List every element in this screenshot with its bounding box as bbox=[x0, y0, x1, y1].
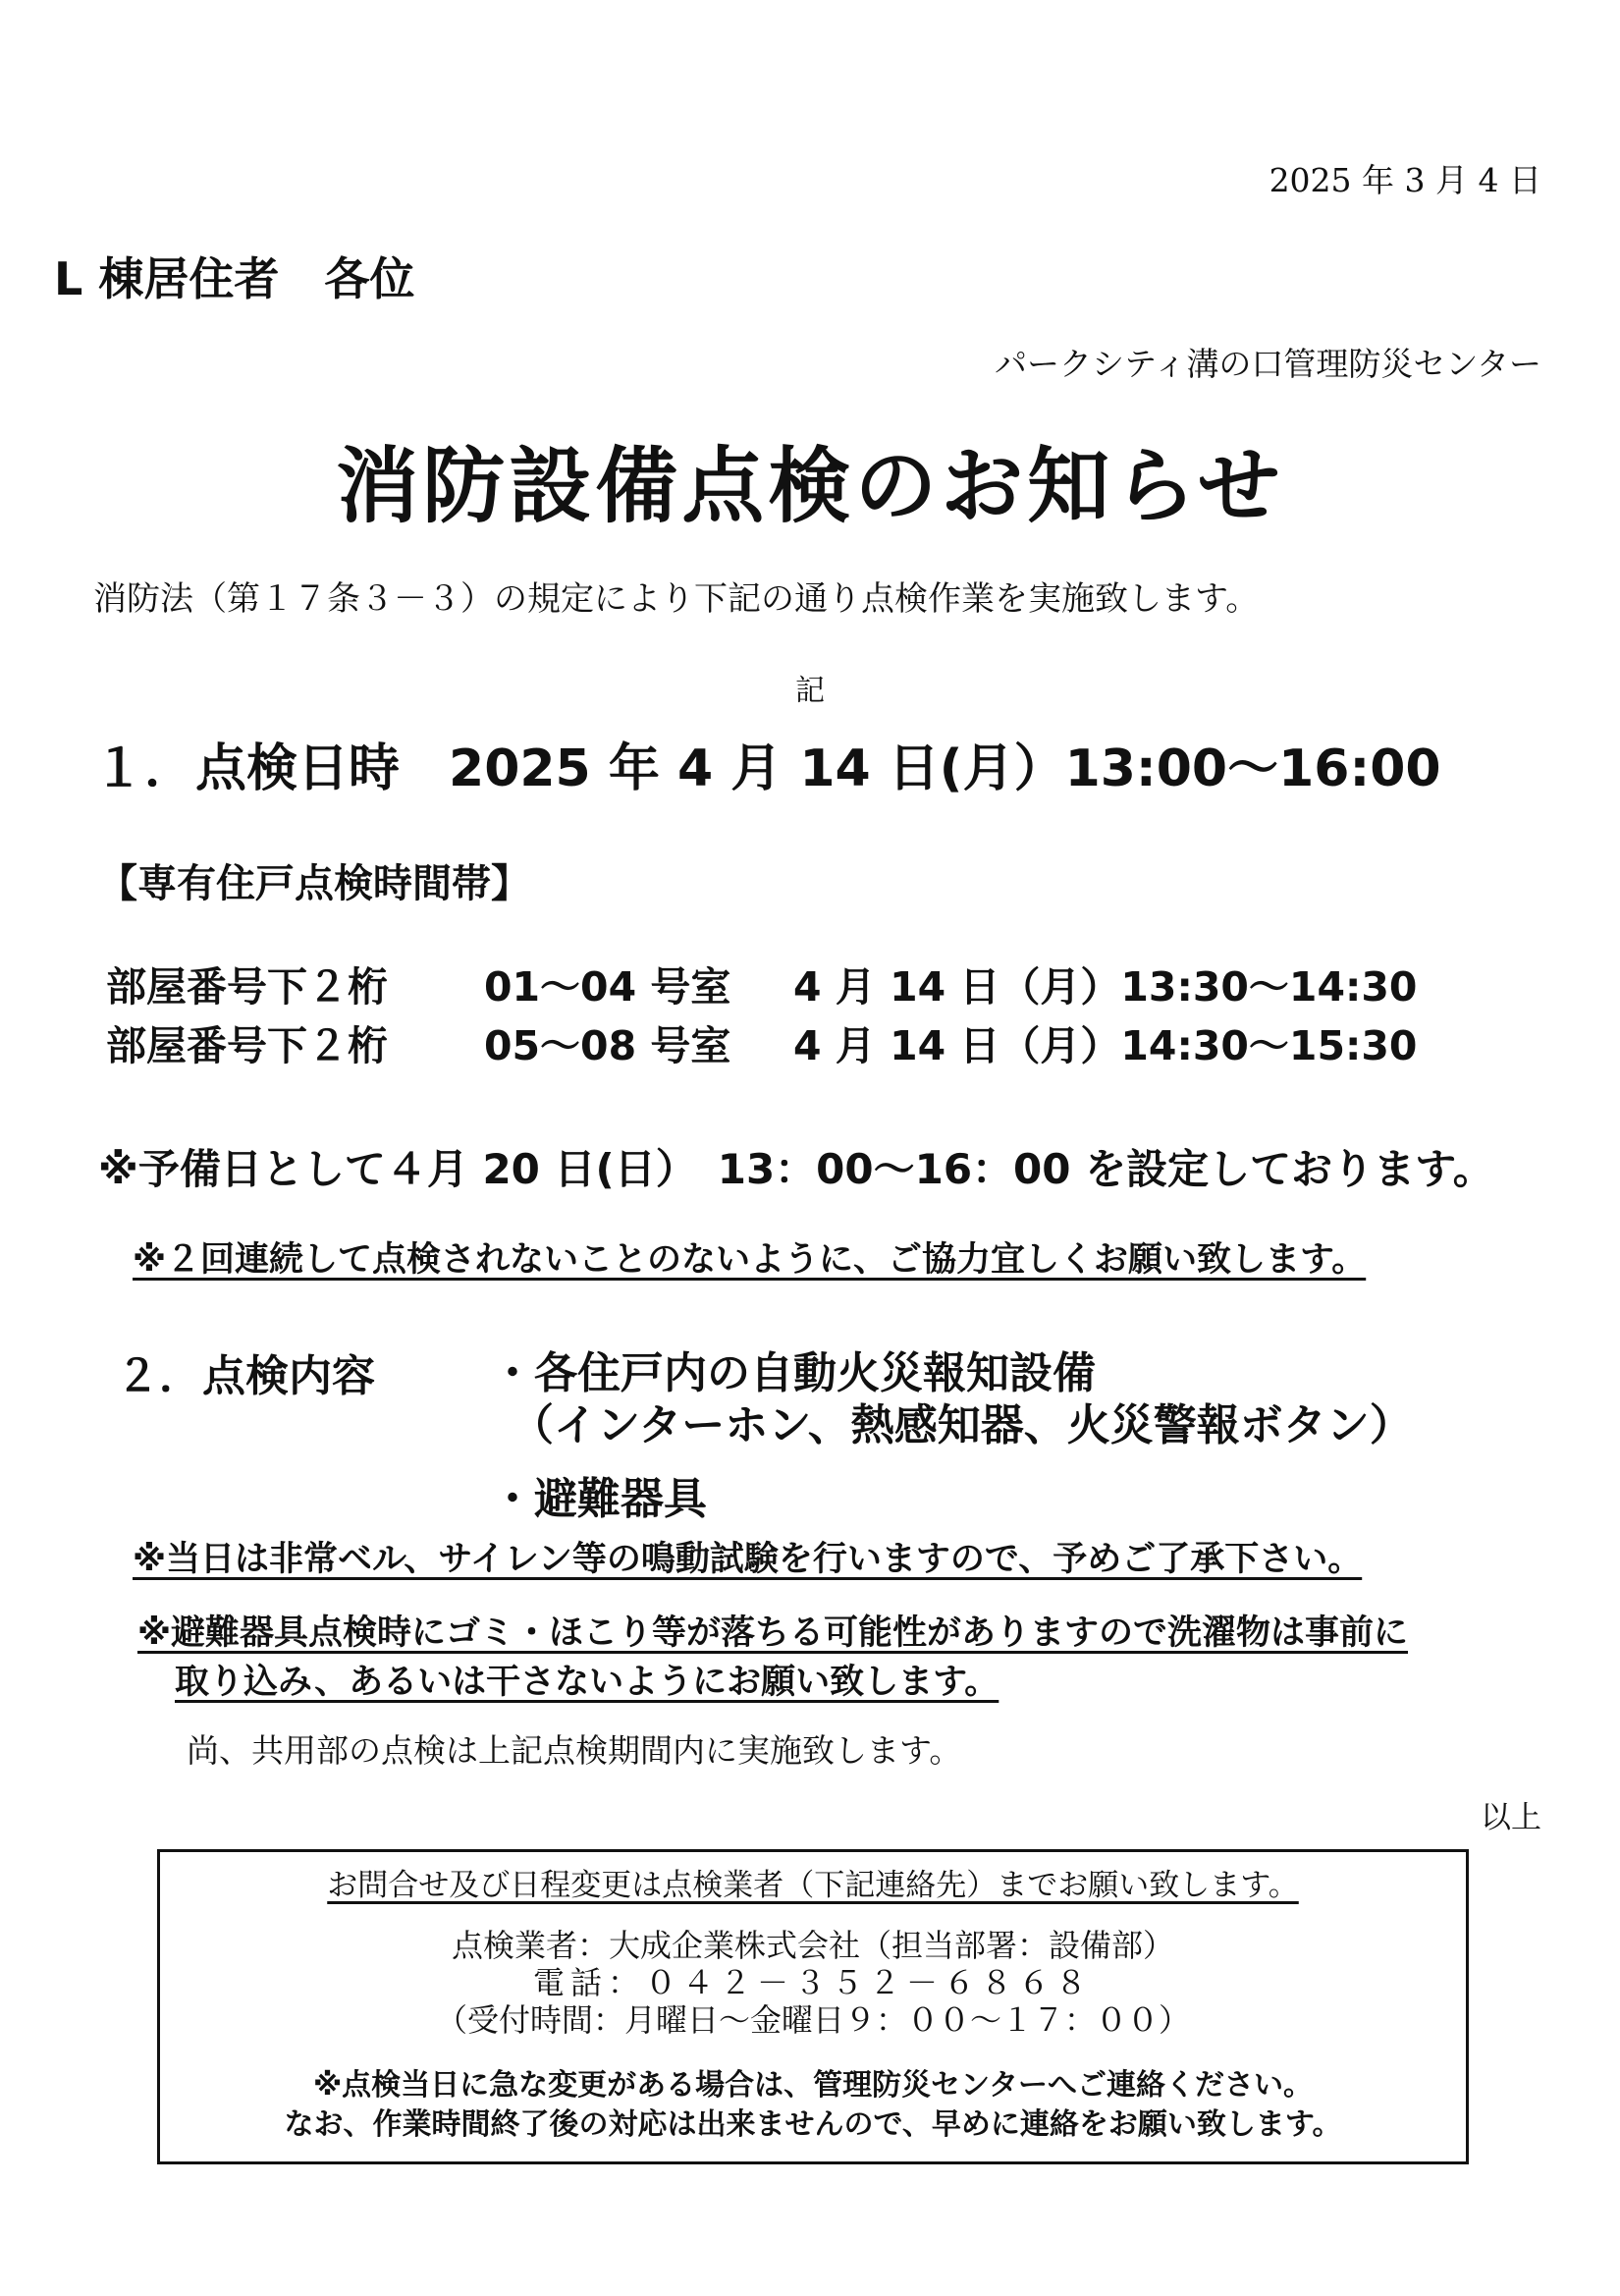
schedule-rooms: 05～08 号室 bbox=[484, 1022, 731, 1069]
schedule-group: 部屋番号下２桁 bbox=[106, 1022, 388, 1069]
urgent-note-line2: なお、作業時間終了後の対応は出来ませんので、早めに連絡をお願い致します。 bbox=[284, 2107, 1342, 2142]
section1-datetime: 2025 年 4 月 14 日(月）13:00～16:00 bbox=[449, 739, 1441, 798]
closing-mark: 以上 bbox=[1481, 1800, 1541, 1835]
notice-date: 2025 年 3 月 4 日 bbox=[1269, 161, 1541, 199]
contact-heading: お問合せ及び日程変更は点検業者（下記連絡先）までお願い致します。 bbox=[327, 1868, 1299, 1903]
inspection-datetime bbox=[93, 727, 1441, 800]
bell-test-note: ※当日は非常ベル、サイレン等の鳴動試験を行いますので、予めご了承下さい。 bbox=[133, 1540, 1363, 1579]
inspection-item-fire-alarm: ・各住戸内の自動火災報知設備 bbox=[491, 1348, 1096, 1398]
schedule-group: 部屋番号下２桁 bbox=[106, 963, 388, 1011]
schedule-time: 4 月 14 日（月）13:30～14:30 bbox=[793, 963, 1418, 1011]
contact-box bbox=[157, 1849, 1469, 2164]
schedule-rooms: 01～04 号室 bbox=[484, 963, 731, 1011]
private-unit-heading: 【専有住戸点検時間帯】 bbox=[98, 861, 530, 906]
section1-label: １．点検日時 bbox=[93, 739, 401, 798]
ki-marker: 記 bbox=[795, 674, 825, 708]
shared-area-note: 尚、共用部の点検は上記点検期間内に実施致します。 bbox=[187, 1731, 962, 1770]
laundry-note-line1: ※避難器具点検時にゴミ・ほこり等が落ちる可能性がありますので洗濯物は事前に bbox=[137, 1613, 1409, 1653]
section2-label: ２．点検内容 bbox=[116, 1351, 375, 1401]
inspection-item-evacuation: ・避難器具 bbox=[491, 1474, 707, 1524]
inspection-item-fire-alarm-detail: （インターホン、熱感知器、火災警報ボタン） bbox=[511, 1400, 1413, 1450]
reserve-day-note: ※予備日として４月 20 日(日） 13：00～16：00 を設定しております。 bbox=[98, 1145, 1494, 1193]
contact-phone: 電話：０４２－３５２－６８６８ bbox=[532, 1964, 1093, 2001]
recipient: L 棟居住者 各位 bbox=[54, 252, 415, 305]
intro-text: 消防法（第１７条３－３）の規定により下記の通り点検作業を実施致します。 bbox=[93, 579, 1260, 619]
schedule-row bbox=[106, 955, 1417, 1012]
consecutive-note: ※２回連続して点検されないことのないように、ご協力宜しくお願い致します。 bbox=[133, 1240, 1367, 1280]
schedule-row bbox=[106, 1013, 1417, 1071]
sender: パークシティ溝の口管理防災センター bbox=[994, 345, 1541, 383]
schedule-time: 4 月 14 日（月）14:30～15:30 bbox=[793, 1022, 1418, 1069]
contact-hours: （受付時間：月曜日～金曜日９：００～１７：００） bbox=[435, 2001, 1190, 2039]
laundry-note-line2: 取り込み、あるいは干さないようにお願い致します。 bbox=[175, 1663, 999, 1702]
contact-vendor: 点検業者：大成企業株式会社（担当部署：設備部） bbox=[451, 1927, 1174, 1964]
urgent-note-line1: ※点検当日に急な変更がある場合は、管理防災センターへご連絡ください。 bbox=[313, 2068, 1313, 2103]
page-title: 消防設備点検のお知らせ bbox=[336, 438, 1284, 534]
